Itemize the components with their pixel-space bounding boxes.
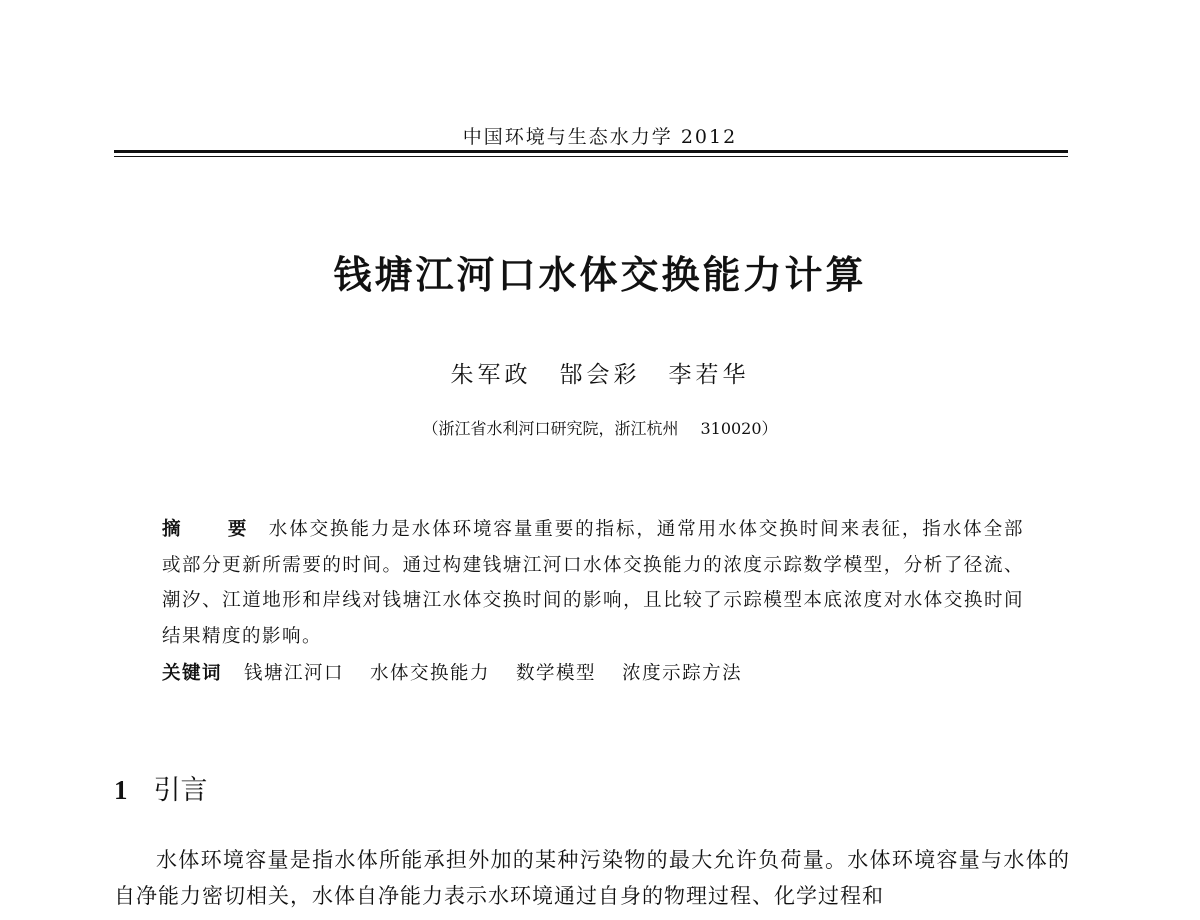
section-number: 1 <box>114 775 128 805</box>
abstract-text: 水体交换能力是水体环境容量重要的指标，通常用水体交换时间来表征，指水体全部或部分更新所需要的时间。通过构建钱塘江河口水体交换能力的浓度示踪数学模型，分析了径流、潮汐、江道地形和岸线对钱塘江水体交换时间的影响，且比较了示踪模型本底浓度对水体交换时间结果精度的影响。 <box>162 519 1024 647</box>
keywords <box>162 656 1024 692</box>
keyword-item: 钱塘江河口 <box>244 663 345 684</box>
abstract-label: 摘 要 <box>162 519 261 540</box>
running-header: 中国环境与生态水力学 2012 <box>462 126 738 148</box>
keyword-item: 水体交换能力 <box>370 663 491 684</box>
section-title: 引言 <box>153 775 208 806</box>
keywords-label: 关键词 <box>162 663 223 684</box>
author-list <box>0 356 1200 389</box>
author-name: 朱军政 <box>450 362 532 388</box>
keyword-item: 浓度示踪方法 <box>622 663 743 684</box>
body-paragraph: 水体环境容量是指水体所能承担外加的某种污染物的最大允许负荷量。水体环境容量与水体的自净能力密切相关，水体自净能力表示水环境通过自身的物理过程、化学过程和 <box>114 848 1070 908</box>
body-text <box>114 842 1070 914</box>
author-name: 李若华 <box>668 362 750 388</box>
affiliation-institute: （浙江省水利河口研究院，浙江杭州 <box>422 419 679 438</box>
abstract <box>162 512 1024 654</box>
affiliation <box>0 416 1200 439</box>
author-name: 郜会彩 <box>559 362 641 388</box>
keyword-item: 数学模型 <box>516 663 597 684</box>
affiliation-postcode: 310020） <box>700 419 778 438</box>
header-rule-thick <box>114 150 1068 153</box>
paper-title: 钱塘江河口水体交换能力计算 <box>333 253 867 297</box>
header-rule-thin <box>114 156 1068 157</box>
section-heading <box>114 768 208 807</box>
